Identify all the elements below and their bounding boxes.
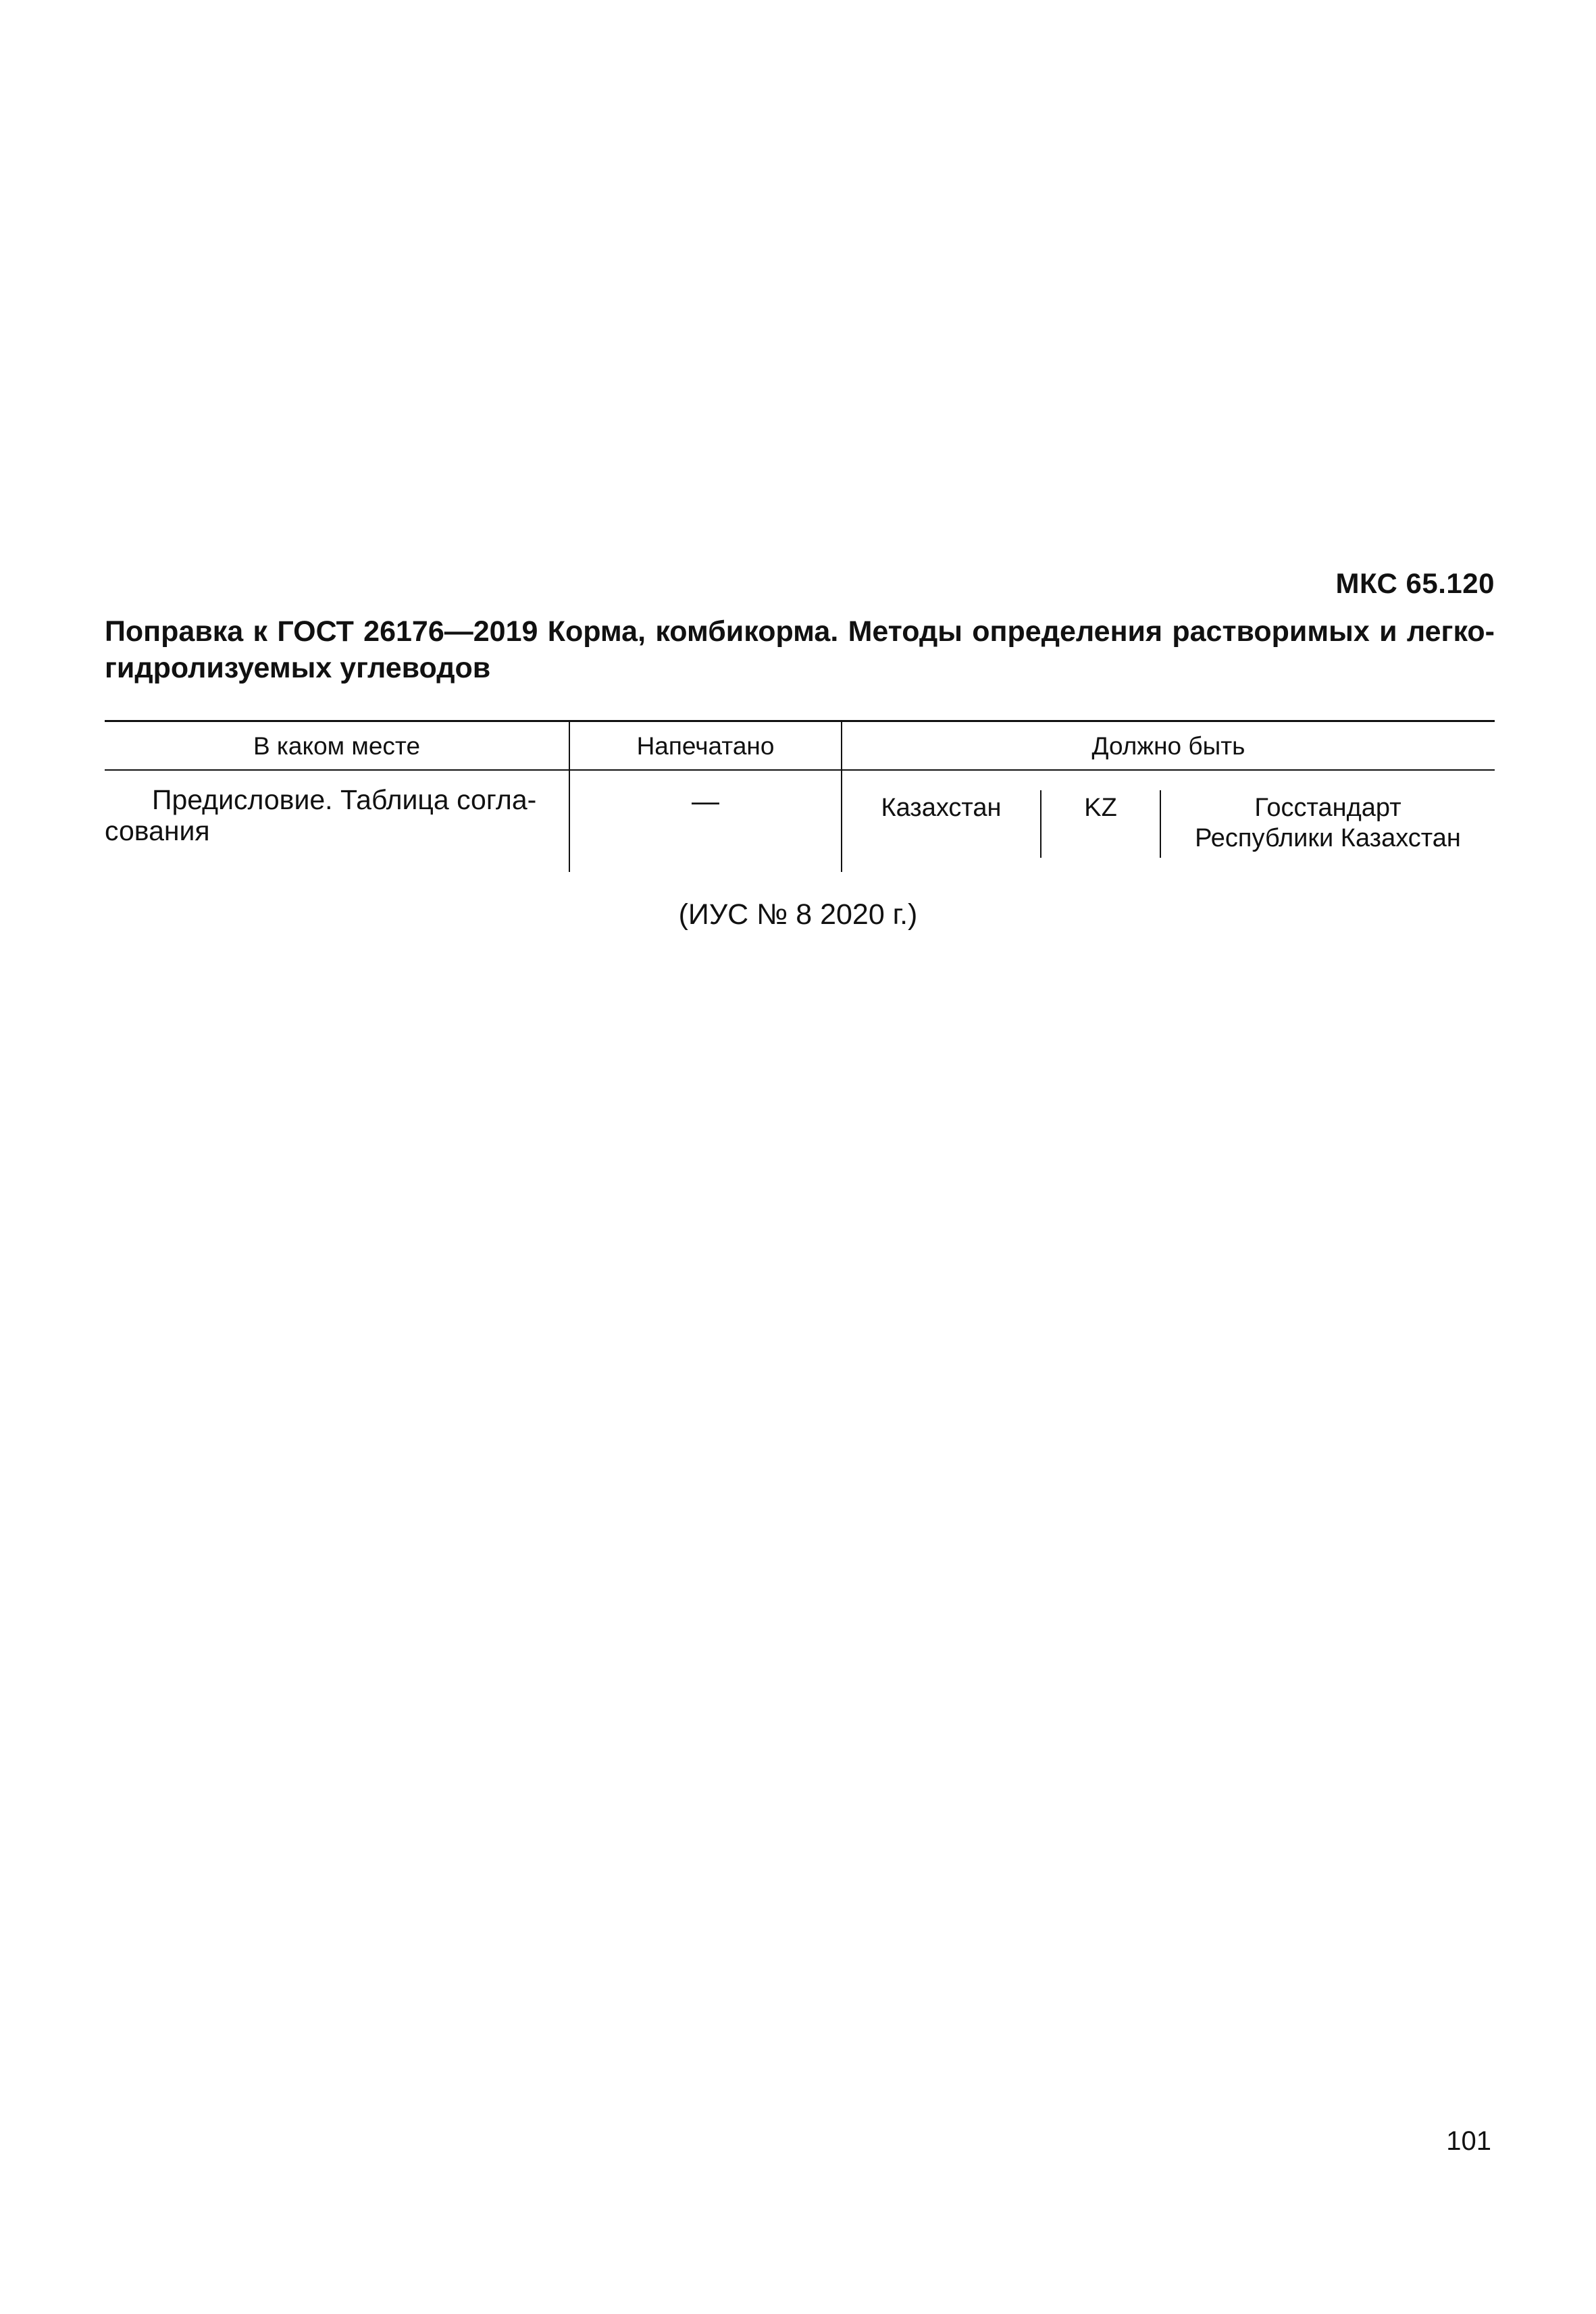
table-top-rule [105,720,1495,722]
cell-where-line-1: Предисловие. Таблица согла- [152,784,537,815]
table-header-rule [105,769,1495,771]
column-header-printed: Напечатано [636,732,775,760]
classification-code: МКС 65.120 [1335,567,1495,599]
cell-where-line-2: сования [105,815,210,846]
cell-where [105,784,550,846]
page-number: 101 [1446,2126,1491,2156]
cell-country-code: KZ [1084,794,1117,822]
column-header-should-be: Должно быть [1091,732,1245,760]
cell-country: Казахстан [881,794,1002,822]
cell-standards-body-line-1: Госстандарт [1254,794,1401,822]
document-title [105,613,1495,686]
cell-standards-body-line-2: Республики Казахстан [1195,824,1461,852]
source-reference: (ИУС № 8 2020 г.) [678,898,918,931]
column-header-where: В каком месте [253,732,421,760]
title-line-2: гидролизуемых углеводов [105,652,491,684]
cell-printed: — [692,786,719,817]
cell-standards-body [1161,793,1495,854]
title-line-1: Поправка к ГОСТ 26176—2019 Корма, комбикорма. Методы определения растворимых и легко- [105,615,1495,648]
